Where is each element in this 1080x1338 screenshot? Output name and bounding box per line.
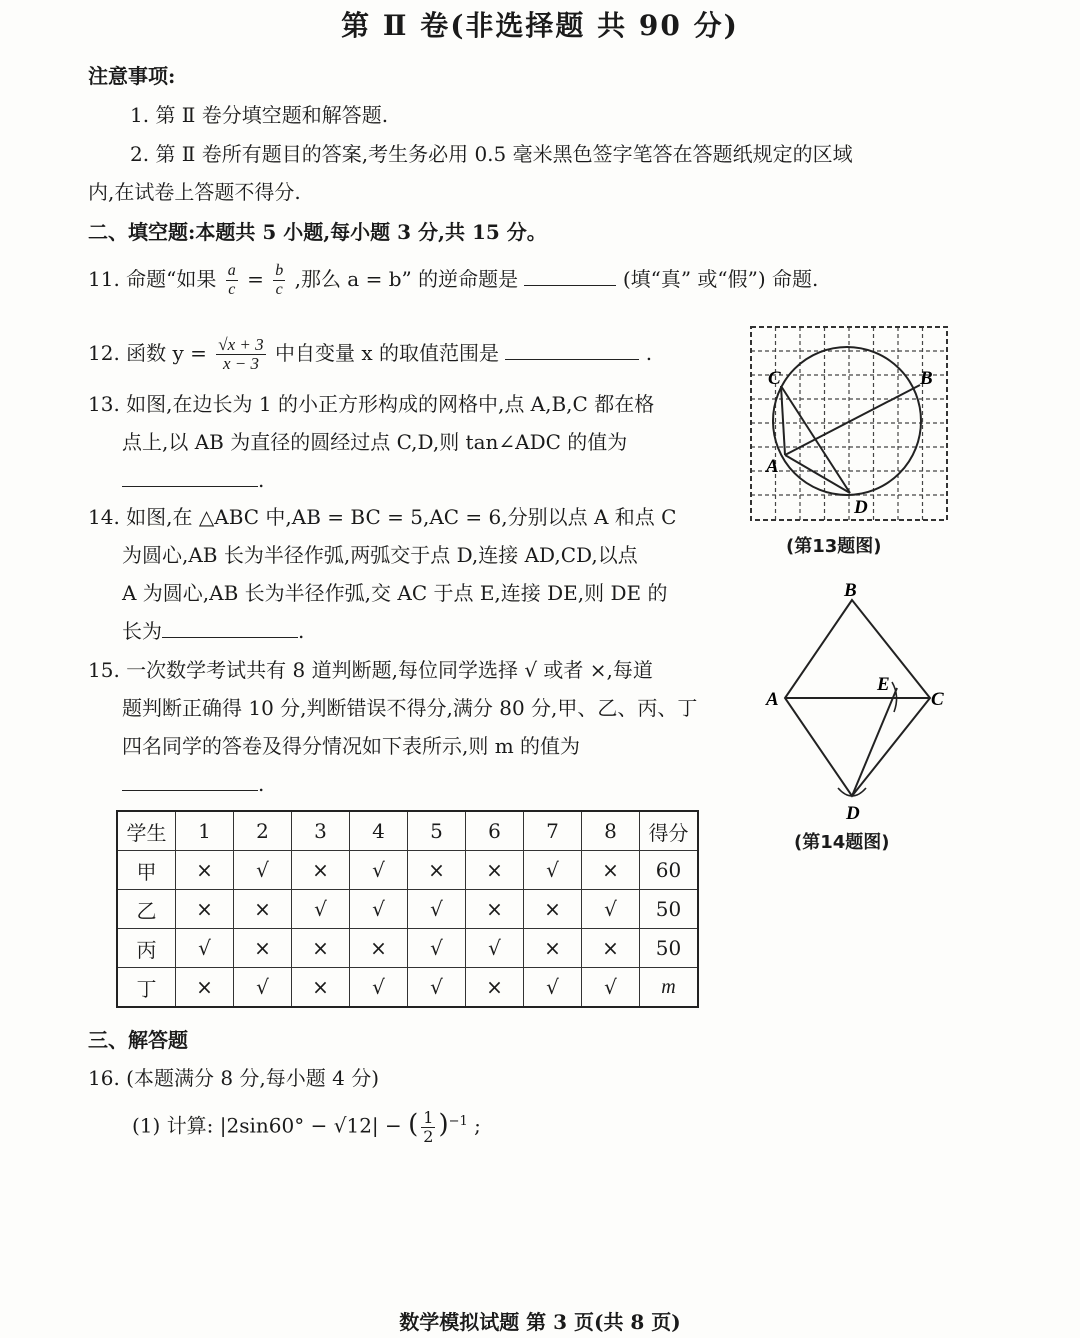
page-footer: 数学模拟试题 第 3 页(共 8 页)	[399, 1310, 681, 1334]
q11-eq: =	[247, 267, 264, 291]
q12-frac-den: x − 3	[222, 354, 259, 373]
score-cell: 60	[640, 851, 699, 890]
answer-mark: ×	[582, 851, 640, 890]
answer-mark: √	[582, 890, 640, 929]
q14-line-1: 14. 如图,在 △ABC 中,AB = BC = 5,AC = 6,分别以点 A 和点 C	[88, 505, 677, 529]
q16-part1-expr: |2sin60° − √12| −	[219, 1113, 409, 1138]
fig14-caption: (第14题图)	[794, 832, 890, 853]
q11-suffix: (填“真” 或“假”) 命题.	[622, 267, 819, 291]
q16-fraction	[421, 1109, 435, 1146]
score-cell: m	[640, 968, 699, 1008]
q14-line-2: 为圆心,AB 长为半径作弧,两弧交于点 D,连接 AD,CD,以点	[122, 543, 638, 567]
question-11	[88, 262, 818, 299]
table-header-cell: 2	[234, 811, 292, 851]
segment-cd	[781, 386, 850, 493]
q16-part1-suffix: ;	[474, 1113, 481, 1138]
q11-frac2-num: b	[275, 262, 284, 279]
q16-part-1	[132, 1108, 481, 1146]
answer-mark: √	[234, 851, 292, 890]
circle-ab	[773, 347, 921, 495]
answer-mark: √	[466, 929, 524, 968]
label-d: D	[846, 803, 860, 824]
answer-mark: √	[408, 929, 466, 968]
right-paren: )	[438, 1109, 449, 1140]
answer-mark: ×	[176, 890, 234, 929]
label-d: D	[854, 497, 868, 518]
label-b: B	[920, 368, 933, 389]
answer-mark: ×	[466, 890, 524, 929]
answer-mark: √	[234, 968, 292, 1008]
q14-answer-blank[interactable]	[162, 617, 298, 638]
q12-suffix: .	[645, 341, 653, 365]
page-title: 第 Ⅱ 卷(非选择题 共 90 分)	[341, 9, 739, 42]
score-cell: 50	[640, 929, 699, 968]
table-header-cell: 8	[582, 811, 640, 851]
answer-mark: ×	[292, 968, 350, 1008]
answer-table	[116, 810, 699, 1008]
q11-fraction-1	[226, 262, 238, 299]
section3-heading: 三、解答题	[88, 1028, 188, 1052]
q15-answer-blank[interactable]	[122, 770, 258, 791]
answer-mark: √	[524, 968, 582, 1008]
answer-mark: ×	[292, 851, 350, 890]
label-b: B	[844, 580, 857, 601]
table-header-cell: 6	[466, 811, 524, 851]
fig13-caption: (第13题图)	[786, 536, 882, 557]
answer-mark: ×	[408, 851, 466, 890]
q11-mid: ,那么 a = b” 的逆命题是	[294, 267, 519, 291]
answer-mark: ×	[234, 929, 292, 968]
q15-line-3: 四名同学的答卷及得分情况如下表所示,则 m 的值为	[122, 734, 581, 758]
q11-frac2-den: c	[275, 281, 283, 298]
q13-line-2: 点上,以 AB 为直径的圆经过点 C,D,则 tan∠ADC 的值为	[122, 430, 628, 454]
table-row	[117, 851, 698, 890]
table-row	[117, 929, 698, 968]
answer-mark: √	[292, 890, 350, 929]
answer-mark: ×	[350, 929, 408, 968]
table-header-row	[117, 811, 698, 851]
segment-ab	[785, 385, 920, 455]
q16-heading: 16. (本题满分 8 分,每小题 4 分)	[88, 1066, 380, 1090]
table-header-cell: 4	[350, 811, 408, 851]
segment-de	[852, 688, 897, 796]
student-name: 乙	[117, 890, 176, 929]
table-header-cell: 7	[524, 811, 582, 851]
figure-14	[760, 578, 950, 828]
student-name: 甲	[117, 851, 176, 890]
table-header-cell: 学生	[117, 811, 176, 851]
table-header-cell: 得分	[640, 811, 699, 851]
answer-mark: ×	[234, 890, 292, 929]
answer-mark: ×	[176, 851, 234, 890]
answer-mark: √	[350, 851, 408, 890]
q13-line-1: 13. 如图,在边长为 1 的小正方形构成的网格中,点 A,B,C 都在格	[88, 392, 655, 416]
answer-mark: ×	[524, 890, 582, 929]
segment-ac	[781, 386, 785, 455]
q14-line-3: A 为圆心,AB 长为半径作弧,交 AC 于点 E,连接 DE,则 DE 的	[122, 581, 668, 605]
notes-heading: 注意事项:	[88, 64, 176, 88]
q15-line-1: 15. 一次数学考试共有 8 道判断题,每位同学选择 √ 或者 ×,每道	[88, 658, 653, 682]
q16-frac-num: 1	[423, 1107, 434, 1127]
q14-suffix: .	[298, 619, 305, 643]
q11-prefix: 11. 命题“如果	[88, 267, 217, 291]
answer-mark: √	[408, 890, 466, 929]
answer-mark: √	[408, 968, 466, 1008]
left-paren: (	[408, 1109, 419, 1140]
q11-frac1-num: a	[227, 262, 236, 279]
notes-item-2a: 2. 第 Ⅱ 卷所有题目的答案,考生务必用 0.5 毫米黑色签字笔答在答题纸规定的区域	[130, 142, 853, 166]
table-row	[117, 890, 698, 929]
q16-part1-prefix: (1) 计算:	[132, 1113, 214, 1138]
answer-mark: √	[350, 890, 408, 929]
notes-item-1: 1. 第 Ⅱ 卷分填空题和解答题.	[130, 103, 389, 127]
q15-suffix: .	[258, 772, 265, 796]
q12-frac-num: √x + 3	[218, 335, 264, 354]
student-name: 丙	[117, 929, 176, 968]
table-row	[117, 968, 698, 1008]
q11-fraction-2	[273, 262, 285, 299]
q12-mid: 中自变量 x 的取值范围是	[275, 341, 500, 365]
answer-mark: √	[176, 929, 234, 968]
q11-answer-blank[interactable]	[524, 265, 616, 286]
q11-frac1-den: c	[228, 281, 236, 298]
q15-line-2: 题判断正确得 10 分,判断错误不得分,满分 80 分,甲、乙、丙、丁	[122, 696, 698, 720]
answer-mark: √	[524, 851, 582, 890]
student-name: 丁	[117, 968, 176, 1008]
table-header-cell: 5	[408, 811, 466, 851]
q12-answer-blank[interactable]	[505, 339, 639, 360]
table-header-cell: 3	[292, 811, 350, 851]
answer-mark: ×	[582, 929, 640, 968]
label-c: C	[931, 689, 944, 710]
label-c: C	[768, 368, 781, 389]
q16-frac-den: 2	[423, 1126, 434, 1146]
q14-prefix: 长为	[122, 619, 162, 643]
q12-prefix: 12. 函数 y =	[88, 341, 207, 365]
q12-fraction	[216, 336, 265, 373]
answer-mark: ×	[292, 929, 350, 968]
q14-line-4	[122, 617, 304, 645]
answer-mark: √	[350, 968, 408, 1008]
notes-item-2b: 内,在试卷上答题不得分.	[88, 180, 301, 204]
question-12	[88, 336, 652, 373]
q13-suffix: .	[258, 468, 265, 492]
answer-mark: ×	[176, 968, 234, 1008]
answer-mark: ×	[466, 968, 524, 1008]
q13-line-3	[122, 466, 264, 494]
label-a: A	[766, 689, 779, 710]
label-e: E	[877, 674, 890, 695]
q15-line-4	[122, 770, 264, 798]
score-cell: 50	[640, 890, 699, 929]
answer-mark: ×	[466, 851, 524, 890]
table-header-cell: 1	[176, 811, 234, 851]
answer-mark: √	[582, 968, 640, 1008]
figure-13	[748, 322, 954, 528]
label-a: A	[766, 456, 779, 477]
q16-exponent: −1	[448, 1114, 468, 1129]
answer-mark: ×	[524, 929, 582, 968]
section2-heading: 二、填空题:本题共 5 小题,每小题 3 分,共 15 分。	[88, 220, 547, 244]
q13-answer-blank[interactable]	[122, 466, 258, 487]
